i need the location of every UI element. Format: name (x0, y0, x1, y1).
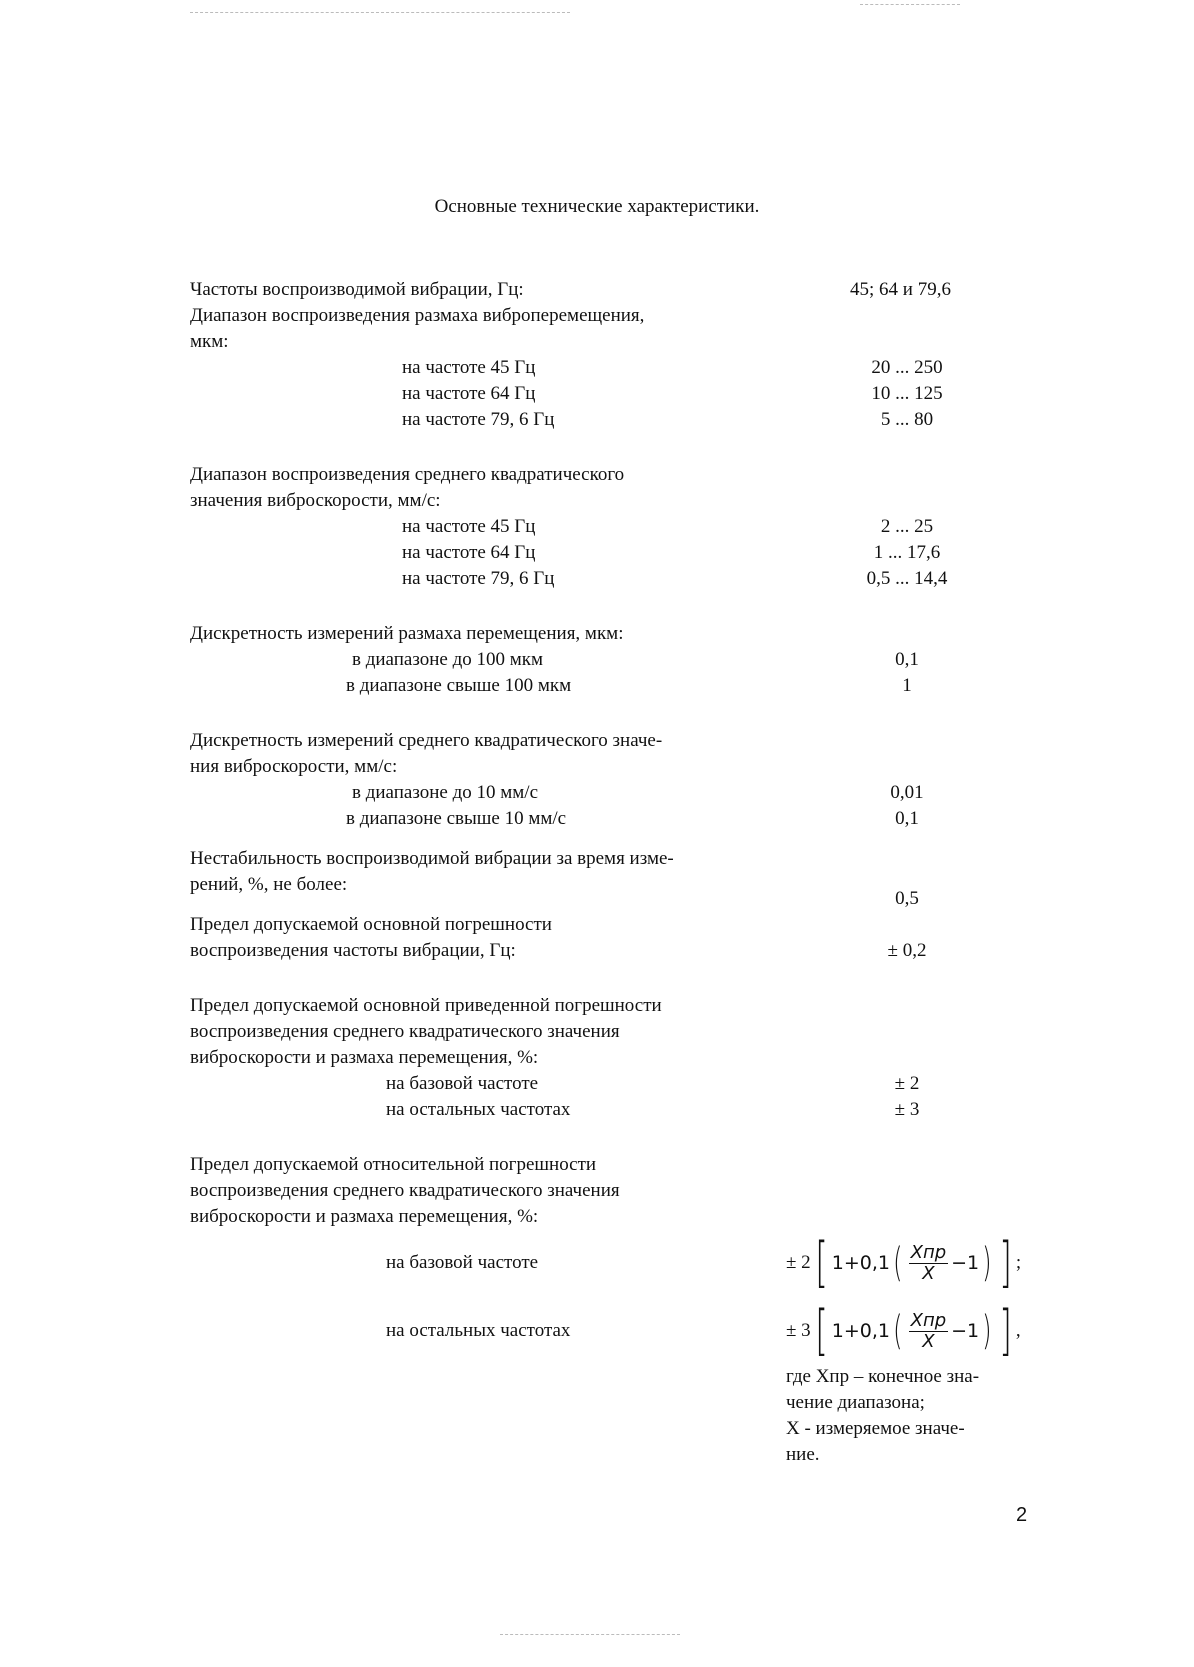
formula-close-bracket: ] (998, 1231, 1012, 1294)
formula-denominator: X (922, 1262, 935, 1284)
vel-range-label-1: Диапазон воспроизведения среднего квадратического (190, 464, 625, 485)
formula-note-line: X - измеряемое значе- (786, 1418, 965, 1439)
formula-open-paren: ( (893, 1308, 903, 1354)
disp-resolution-label: Дискретность измерений размаха перемещения, мкм: (190, 623, 624, 644)
vel-resolution-row-label: в диапазоне свыше 10 мм/с (346, 808, 567, 829)
scan-artifact-top (190, 12, 570, 14)
relative-error-row-label: на базовой частоте (386, 1252, 539, 1273)
vel-resolution-row-label: в диапазоне до 10 мм/с (352, 782, 539, 803)
page-number: 2 (1016, 1504, 1028, 1526)
formula-open-paren: ( (893, 1240, 903, 1286)
vel-range-row-label: на частоте 64 Гц (402, 542, 536, 563)
reduced-error-row-label: на остальных частотах (386, 1099, 571, 1120)
reduced-error-row-value: ± 3 (894, 1099, 920, 1120)
disp-range-row-label: на частоте 79, 6 Гц (402, 409, 555, 430)
relative-error-label-3: виброскорости и размаха перемещения, %: (190, 1206, 539, 1227)
disp-range-row-value: 20 ... 250 (871, 357, 943, 378)
formula-note-line: чение диапазона; (786, 1392, 925, 1413)
reduced-error-row-label: на базовой частоте (386, 1073, 539, 1094)
reduced-error-label-1: Предел допускаемой основной приведенной погрешности (190, 995, 662, 1016)
instability-value: 0,5 (895, 888, 919, 909)
formula-numerator: Xпр (910, 1309, 947, 1331)
formula-coef: ± 3 (786, 1320, 811, 1341)
vel-resolution-label-1: Дискретность измерений среднего квадратического значе- (190, 730, 663, 751)
vel-range-label-2: значения виброскорости, мм/с: (190, 490, 441, 511)
disp-range-row-label: на частоте 45 Гц (402, 357, 536, 378)
vel-resolution-label-2: ния виброскорости, мм/с: (190, 756, 398, 777)
page-title: Основные технические характеристики. (434, 196, 760, 217)
freq-error-label-2: воспроизведения частоты вибрации, Гц: (190, 940, 516, 961)
formula-terminator: ; (1015, 1252, 1022, 1273)
formula-close-bracket: ] (998, 1299, 1012, 1362)
formula-open-bracket: [ (814, 1299, 828, 1362)
disp-resolution-row-value: 0,1 (895, 649, 919, 670)
instability-label-2: рений, %, не более: (190, 874, 348, 895)
relative-error-row-label: на остальных частотах (386, 1320, 571, 1341)
relative-error-label-2: воспроизведения среднего квадратического значения (190, 1180, 620, 1201)
reduced-error-label-2: воспроизведения среднего квадратического значения (190, 1021, 620, 1042)
vel-range-row-label: на частоте 79, 6 Гц (402, 568, 555, 589)
vel-resolution-row-value: 0,01 (890, 782, 924, 803)
formula-denominator: X (922, 1330, 935, 1352)
formula-minus-one: −1 (951, 1320, 980, 1342)
disp-resolution-row-label: в диапазоне свыше 100 мкм (346, 675, 572, 696)
vel-range-row-value: 2 ... 25 (880, 516, 934, 537)
freq-error-label-1: Предел допускаемой основной погрешности (190, 914, 552, 935)
formula-one-plus: 1+0,1 (831, 1252, 890, 1274)
formula-numerator: Xпр (910, 1241, 947, 1263)
formula-one-plus: 1+0,1 (831, 1320, 890, 1342)
reduced-error-label-3: виброскорости и размаха перемещения, %: (190, 1047, 539, 1068)
disp-range-label-1: Диапазон воспроизведения размаха виброперемещения, (190, 305, 645, 326)
freq-label: Частоты воспроизводимой вибрации, Гц: (190, 279, 524, 300)
relative-error-label-1: Предел допускаемой относительной погрешности (190, 1154, 597, 1175)
vel-resolution-row-value: 0,1 (895, 808, 919, 829)
disp-range-row-label: на частоте 64 Гц (402, 383, 536, 404)
disp-resolution-row-label: в диапазоне до 100 мкм (352, 649, 544, 670)
freq-error-value: ± 0,2 (887, 940, 927, 961)
reduced-error-row-value: ± 2 (894, 1073, 920, 1094)
scan-artifact-bottom (500, 1634, 680, 1636)
formula-fraction (909, 1311, 949, 1352)
formula-open-bracket: [ (814, 1231, 828, 1294)
freq-value: 45; 64 и 79,6 (850, 279, 951, 300)
formula-close-paren: ) (982, 1308, 992, 1354)
formula-terminator: , (1015, 1320, 1021, 1341)
vel-range-row-label: на частоте 45 Гц (402, 516, 536, 537)
vel-range-row-value: 0,5 ... 14,4 (866, 568, 948, 589)
disp-range-label-2: мкм: (190, 331, 229, 352)
formula-fraction (909, 1243, 949, 1284)
instability-label-1: Нестабильность воспроизводимой вибрации за время изме- (190, 848, 674, 869)
disp-resolution-row-value: 1 (902, 675, 912, 696)
formula-note-line: где Xпр – конечное зна- (786, 1366, 980, 1387)
vel-range-row-value: 1 ... 17,6 (873, 542, 941, 563)
formula-minus-one: −1 (951, 1252, 980, 1274)
formula-close-paren: ) (982, 1240, 992, 1286)
relative-error-formula (786, 1301, 1021, 1361)
disp-range-row-value: 10 ... 125 (871, 383, 943, 404)
scan-artifact-top-right (860, 4, 960, 6)
formula-note-line: ние. (786, 1444, 820, 1465)
disp-range-row-value: 5 ... 80 (880, 409, 934, 430)
formula-coef: ± 2 (786, 1252, 811, 1273)
relative-error-formula (786, 1233, 1021, 1293)
